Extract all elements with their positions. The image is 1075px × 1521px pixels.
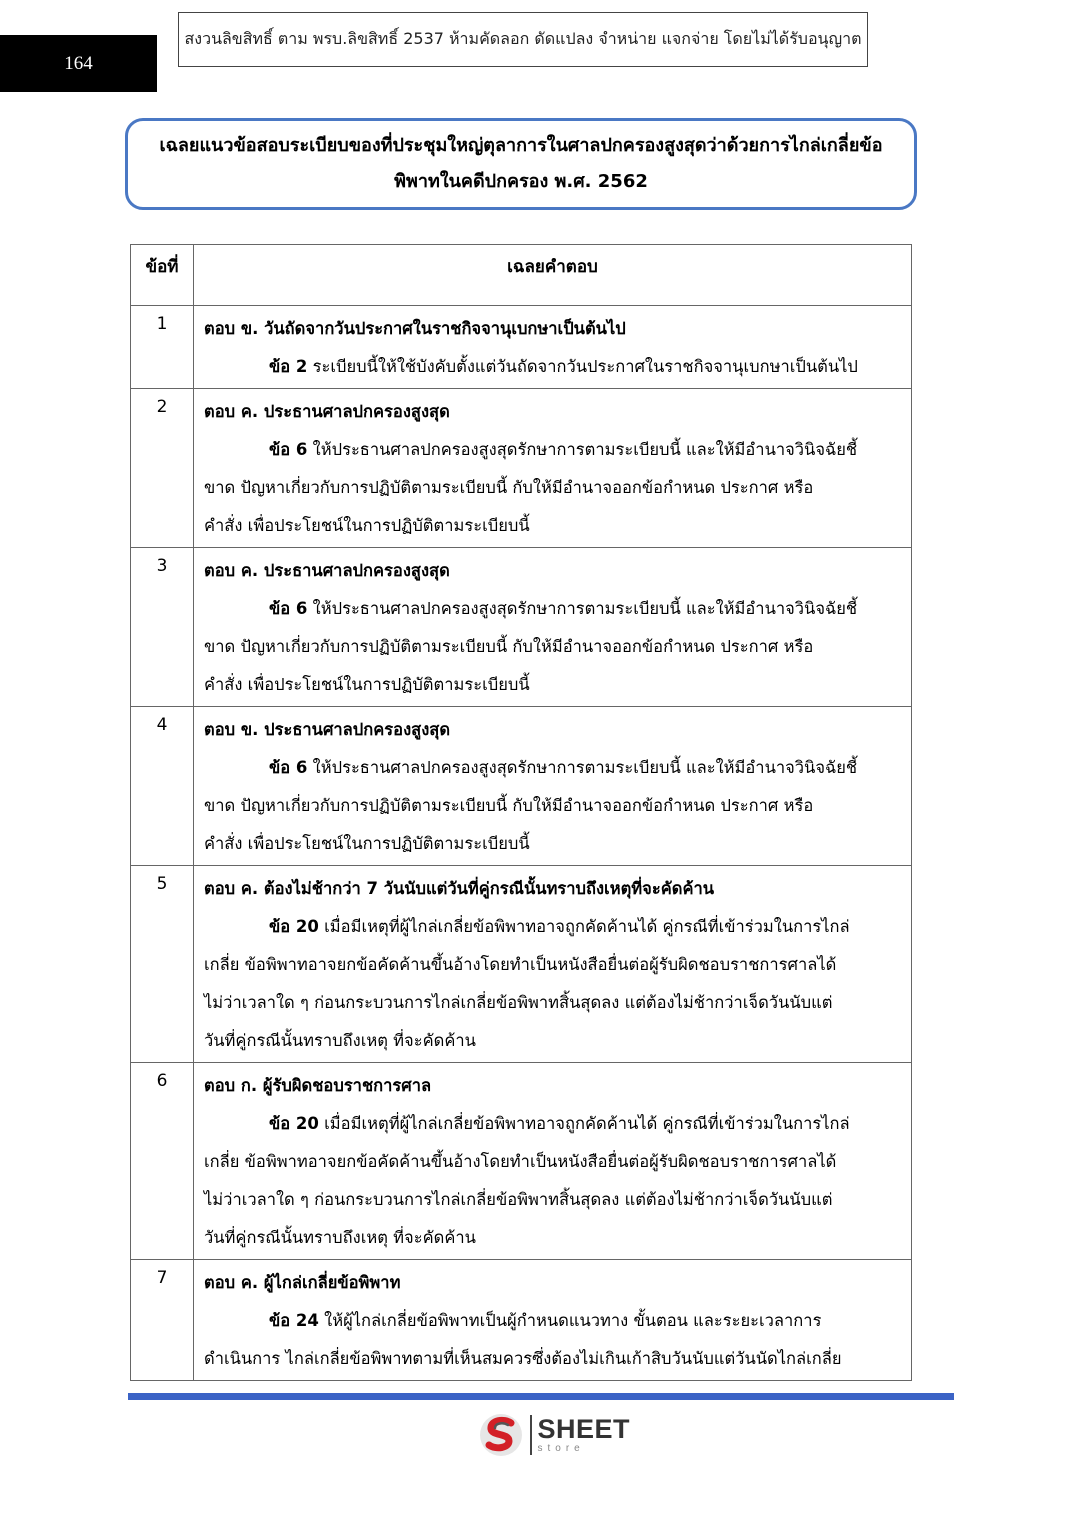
footer-bar: [128, 1393, 954, 1400]
reference-label: ข้อ 6: [269, 599, 308, 618]
reference-line: ให้ประธานศาลปกครองสูงสุดรักษาการตามระเบียบนี้ และให้มีอำนาจวินิจฉัยชี้: [312, 440, 858, 459]
reference-line: ไม่ว่าเวลาใด ๆ ก่อนกระบวนการไกล่เกลี่ยข้อพิพาทสิ้นสุดลง แต่ต้องไม่ช้ากว่าเจ็ดวันนับแต่: [204, 1190, 833, 1209]
reference-line: เกลี่ย ข้อพิพาทอาจยกข้อคัดค้านขึ้นอ้างโดยทำเป็นหนังสือยื่นต่อผู้รับผิดชอบราชการศาลได้: [204, 1152, 837, 1171]
reference-label: ข้อ 20: [269, 917, 319, 936]
title-line-1: เฉลยแนวข้อสอบระเบียบของที่ประชุมใหญ่ตุลาการในศาลปกครองสูงสุดว่าด้วยการไกล่เกลี่ยข้อ: [159, 135, 883, 156]
sheet-store-logo: [478, 1410, 630, 1460]
reference-line: ดำเนินการ ไกล่เกลี่ยข้อพิพาทตามที่เห็นสมควรซึ่งต้องไม่เกินเก้าสิบวันนับแต่วันนัดไกล่เกลี่ย: [204, 1349, 842, 1368]
answer-choice: ตอบ ค. ประธานศาลปกครองสูงสุด: [204, 561, 450, 580]
answer-choice: ตอบ ข. ประธานศาลปกครองสูงสุด: [204, 720, 451, 739]
logo-text: [538, 1416, 631, 1454]
reference-line: ให้ประธานศาลปกครองสูงสุดรักษาการตามระเบียบนี้ และให้มีอำนาจวินิจฉัยชี้: [312, 758, 858, 777]
row-number: 1: [131, 306, 194, 389]
reference-label: ข้อ 24: [269, 1311, 319, 1330]
answer-table: [130, 244, 912, 1381]
reference-line: คำสั่ง เพื่อประโยชน์ในการปฏิบัติตามระเบียบนี้: [204, 516, 530, 535]
answer-cell: [194, 1260, 912, 1381]
row-number: 2: [131, 389, 194, 548]
reference-label: ข้อ 6: [269, 758, 308, 777]
title-line-2: พิพาทในคดีปกครอง พ.ศ. 2562: [394, 171, 648, 192]
reference-line: วันที่คู่กรณีนั้นทราบถึงเหตุ ที่จะคัดค้าน: [204, 1228, 476, 1247]
table-row: [131, 707, 912, 866]
answer-cell: [194, 707, 912, 866]
answer-cell: [194, 1063, 912, 1260]
reference-line: เมื่อมีเหตุที่ผู้ไกล่เกลี่ยข้อพิพาทอาจถูกคัดค้านได้ คู่กรณีที่เข้าร่วมในการไกล่: [324, 917, 850, 936]
answer-choice: ตอบ ก. ผู้รับผิดชอบราชการศาล: [204, 1076, 432, 1095]
reference-line: ระเบียบนี้ให้ใช้บังคับตั้งแต่วันถัดจากวันประกาศในราชกิจจานุเบกษาเป็นต้นไป: [312, 357, 858, 376]
reference-line: คำสั่ง เพื่อประโยชน์ในการปฏิบัติตามระเบียบนี้: [204, 675, 530, 694]
reference-line: ขาด ปัญหาเกี่ยวกับการปฏิบัติตามระเบียบนี้ กับให้มีอำนาจออกข้อกำหนด ประกาศ หรือ: [204, 796, 814, 815]
sheet-logo-icon: [478, 1412, 524, 1458]
table-header-row: [131, 245, 912, 306]
copyright-notice: สงวนลิขสิทธิ์ ตาม พรบ.ลิขสิทธิ์ 2537 ห้ามคัดลอก ดัดแปลง จำหน่าย แจกจ่าย โดยไม่ได้รับอนุญาต: [178, 12, 868, 67]
table-row: [131, 389, 912, 548]
column-header-answer: เฉลยคำตอบ: [194, 245, 912, 306]
answer-choice: ตอบ ค. ต้องไม่ช้ากว่า 7 วันนับแต่วันที่คู่กรณีนั้นทราบถึงเหตุที่จะคัดค้าน: [204, 879, 715, 898]
reference-line: ให้ผู้ไกล่เกลี่ยข้อพิพาทเป็นผู้กำหนดแนวทาง ขั้นตอน และระยะเวลาการ: [324, 1311, 822, 1330]
row-number: 5: [131, 866, 194, 1063]
reference-line: วันที่คู่กรณีนั้นทราบถึงเหตุ ที่จะคัดค้าน: [204, 1031, 476, 1050]
reference-label: ข้อ 2: [269, 357, 308, 376]
answer-choice: ตอบ ค. ผู้ไกล่เกลี่ยข้อพิพาท: [204, 1273, 401, 1292]
reference-label: ข้อ 20: [269, 1114, 319, 1133]
column-header-number: ข้อที่: [131, 245, 194, 306]
reference-line: เกลี่ย ข้อพิพาทอาจยกข้อคัดค้านขึ้นอ้างโดยทำเป็นหนังสือยื่นต่อผู้รับผิดชอบราชการศาลได้: [204, 955, 837, 974]
reference-line: เมื่อมีเหตุที่ผู้ไกล่เกลี่ยข้อพิพาทอาจถูกคัดค้านได้ คู่กรณีที่เข้าร่วมในการไกล่: [324, 1114, 850, 1133]
table-row: [131, 306, 912, 389]
answer-cell: [194, 389, 912, 548]
row-number: 4: [131, 707, 194, 866]
row-number: 7: [131, 1260, 194, 1381]
answer-cell: [194, 306, 912, 389]
table-row: [131, 1260, 912, 1381]
table-body: [131, 306, 912, 1381]
reference-text: [204, 431, 903, 545]
logo-word: SHEET: [537, 1414, 631, 1444]
answer-cell: [194, 866, 912, 1063]
logo-subword: store: [537, 1443, 585, 1454]
reference-line: ขาด ปัญหาเกี่ยวกับการปฏิบัติตามระเบียบนี้ กับให้มีอำนาจออกข้อกำหนด ประกาศ หรือ: [204, 637, 814, 656]
document-title: [125, 118, 917, 210]
reference-text: [204, 749, 903, 863]
reference-label: ข้อ 6: [269, 440, 308, 459]
reference-line: ให้ประธานศาลปกครองสูงสุดรักษาการตามระเบียบนี้ และให้มีอำนาจวินิจฉัยชี้: [312, 599, 858, 618]
answer-cell: [194, 548, 912, 707]
row-number: 6: [131, 1063, 194, 1260]
page-number: 164: [0, 35, 157, 92]
row-number: 3: [131, 548, 194, 707]
reference-line: ไม่ว่าเวลาใด ๆ ก่อนกระบวนการไกล่เกลี่ยข้อพิพาทสิ้นสุดลง แต่ต้องไม่ช้ากว่าเจ็ดวันนับแต่: [204, 993, 833, 1012]
reference-line: ขาด ปัญหาเกี่ยวกับการปฏิบัติตามระเบียบนี้ กับให้มีอำนาจออกข้อกำหนด ประกาศ หรือ: [204, 478, 814, 497]
answer-choice: ตอบ ค. ประธานศาลปกครองสูงสุด: [204, 402, 450, 421]
reference-text: [204, 348, 903, 386]
reference-text: [204, 590, 903, 704]
table-row: [131, 866, 912, 1063]
logo-divider: [530, 1415, 532, 1455]
table-row: [131, 548, 912, 707]
reference-text: [204, 1105, 903, 1257]
reference-text: [204, 1302, 903, 1378]
table-row: [131, 1063, 912, 1260]
answer-choice: ตอบ ข. วันถัดจากวันประกาศในราชกิจจานุเบกษาเป็นต้นไป: [204, 319, 626, 338]
reference-text: [204, 908, 903, 1060]
reference-line: คำสั่ง เพื่อประโยชน์ในการปฏิบัติตามระเบียบนี้: [204, 834, 530, 853]
